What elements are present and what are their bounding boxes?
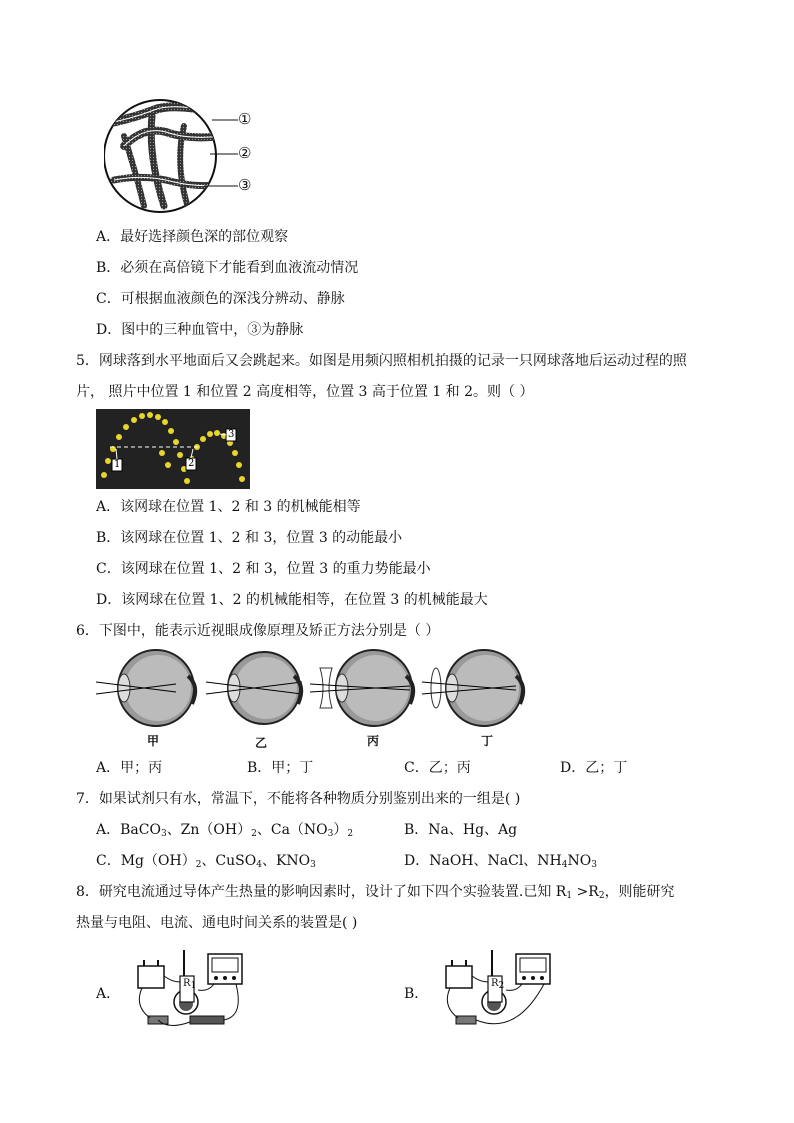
q4-option-c [96,289,345,309]
formula-subscript: 2 [251,829,257,839]
q7-stem: 7．如果试剂只有水，常温下，不能将各种物质分别鉴别出来的一组是( ) [76,791,521,807]
formula-part: BaCO [120,822,161,838]
vessel-label-3: ③ [238,176,252,194]
option-text: 图中的三种血管中，③为静脉 [121,322,304,338]
formula-subscript: 4 [256,860,262,870]
formula-subscript: 3 [591,860,597,870]
stem-subscript: 1 [566,891,573,901]
option-letter: A． [96,822,121,838]
option-letter: A． [96,499,121,515]
q4-option-b [96,258,358,278]
eye-label-bing: 丙 [366,734,379,748]
circuit-diagram-b [436,946,566,1036]
q6-option-d [560,758,627,778]
formula-part: 、Ca（NO [256,822,328,838]
q5-option-d [96,590,488,610]
tennis-ball-strobe [96,409,250,489]
option-letter: A． [96,229,121,245]
option-letter: B． [404,822,429,838]
option-text: 该网球在位置 1、2 和 3 的机械能相等 [120,499,361,515]
option-letter: D． [96,322,122,338]
resistor-label-r2: $R_2$ [491,978,505,991]
formula-subscript: 2 [195,860,202,870]
option-text: 可根据血液颜色的深浅分辨动、静脉 [120,291,345,307]
eye-label-jia: 甲 [146,734,159,748]
formula-part: 、CuSO [201,853,257,869]
formula-part: 、Zn（OH） [166,822,252,838]
option-letter: A． [96,760,121,776]
stem-text: ，则能研究 [604,884,675,900]
option-text: 该网球在位置 1、2 和 3，位置 3 的重力势能最小 [120,561,431,577]
eye-label-ding: 丁 [480,734,493,748]
option-text: 甲；丙 [120,760,163,776]
q8-option-a-letter: A． [96,986,121,1002]
option-letter: B． [96,530,121,546]
q8-stem-line2: 热量与电阻、电流、通电时间关系的装置是( ) [76,915,358,931]
eye-diagram-ding [422,650,523,726]
q5-option-b [96,528,402,548]
option-letter: D． [96,592,122,608]
q6-option-b [247,758,313,778]
q6-stem: 6．下图中，能表示近视眼成像原理及矫正方法分别是（ ） [76,623,440,639]
option-letter: C． [96,853,121,869]
q8-stem-line1 [76,882,675,902]
circuit-apparatus-b [436,946,566,1036]
q4-option-d [96,320,303,340]
circuit-diagram-a [128,946,258,1036]
option-letter: C． [404,760,429,776]
q5-option-a [96,497,361,517]
eye-diagrams [96,646,536,750]
formula-subscript: 3 [327,829,334,839]
formula-part: ） [333,822,348,838]
q5-stem-line1: 5．网球落到水平地面后又会跳起来。如图是用频闪照相机拍摄的记录一只网球落地后运动过程的照 [76,353,687,369]
stem-subscript: 2 [598,891,605,901]
q8-option-b-letter: B． [404,986,429,1002]
q7-option-c [96,851,316,871]
formula-subscript: 4 [561,860,568,870]
option-text: 最好选择颜色深的部位观察 [120,229,289,245]
circuit-apparatus-a [128,946,258,1036]
q7-option-a [96,820,353,840]
q6-option-a [96,758,162,778]
option-text: 乙；丙 [428,760,471,776]
eye-label-yi: 乙 [254,736,267,750]
formula-subscript: 3 [310,860,316,870]
tennis-ball-photo [96,409,250,489]
option-text: 该网球在位置 1、2 和 3，位置 3 的动能最小 [120,530,403,546]
stem-text: >R [572,884,599,900]
formula-part: NaOH、NaCl、NH [429,853,562,869]
option-letter: C． [96,561,121,577]
formula-part: NO [567,853,592,869]
formula-part: Mg（OH） [120,853,196,869]
formula-subscript: 3 [160,829,167,839]
ball-position-label-3: 3 [228,429,235,440]
q7-option-d [404,851,597,871]
option-text: 甲；丁 [271,760,314,776]
vessel-label-1: ① [238,110,252,128]
q7-option-b [404,820,517,840]
ball-position-label-1: 1 [114,459,121,470]
formula-part: Na、Hg、Ag [428,822,518,838]
option-text: 该网球在位置 1、2 的机械能相等，在位置 3 的机械能最大 [121,592,488,608]
option-text: 必须在高倍镜下才能看到血液流动情况 [120,260,359,276]
option-text: 乙；丁 [585,760,628,776]
option-letter: B． [96,260,121,276]
stem-text: 8．研究电流通过导体产生热量的影响因素时，设计了如下四个实验装置.已知 R [76,884,567,900]
option-letter: C． [96,291,121,307]
resistor-label-r1: $R_1$ [183,978,197,991]
eye-diagram-yi [206,652,302,724]
vessel-label-2: ② [238,144,252,162]
formula-subscript: 2 [347,829,354,839]
eye-diagram-bing [310,650,413,726]
option-letter: D． [404,853,430,869]
q5-stem-line2: 片， 照片中位置 1 和位置 2 高度相等，位置 3 高于位置 1 和 2。则（ ） [76,384,534,400]
q4-option-a [96,227,288,247]
option-letter: D． [560,760,586,776]
eye-diagram-jia [96,650,195,726]
ball-position-label-2: 2 [188,458,195,469]
q5-option-c [96,559,431,579]
q6-option-c [404,758,471,778]
option-letter: B． [247,760,272,776]
blood-vessel-figure [104,96,264,216]
formula-part: 、KNO [261,853,311,869]
